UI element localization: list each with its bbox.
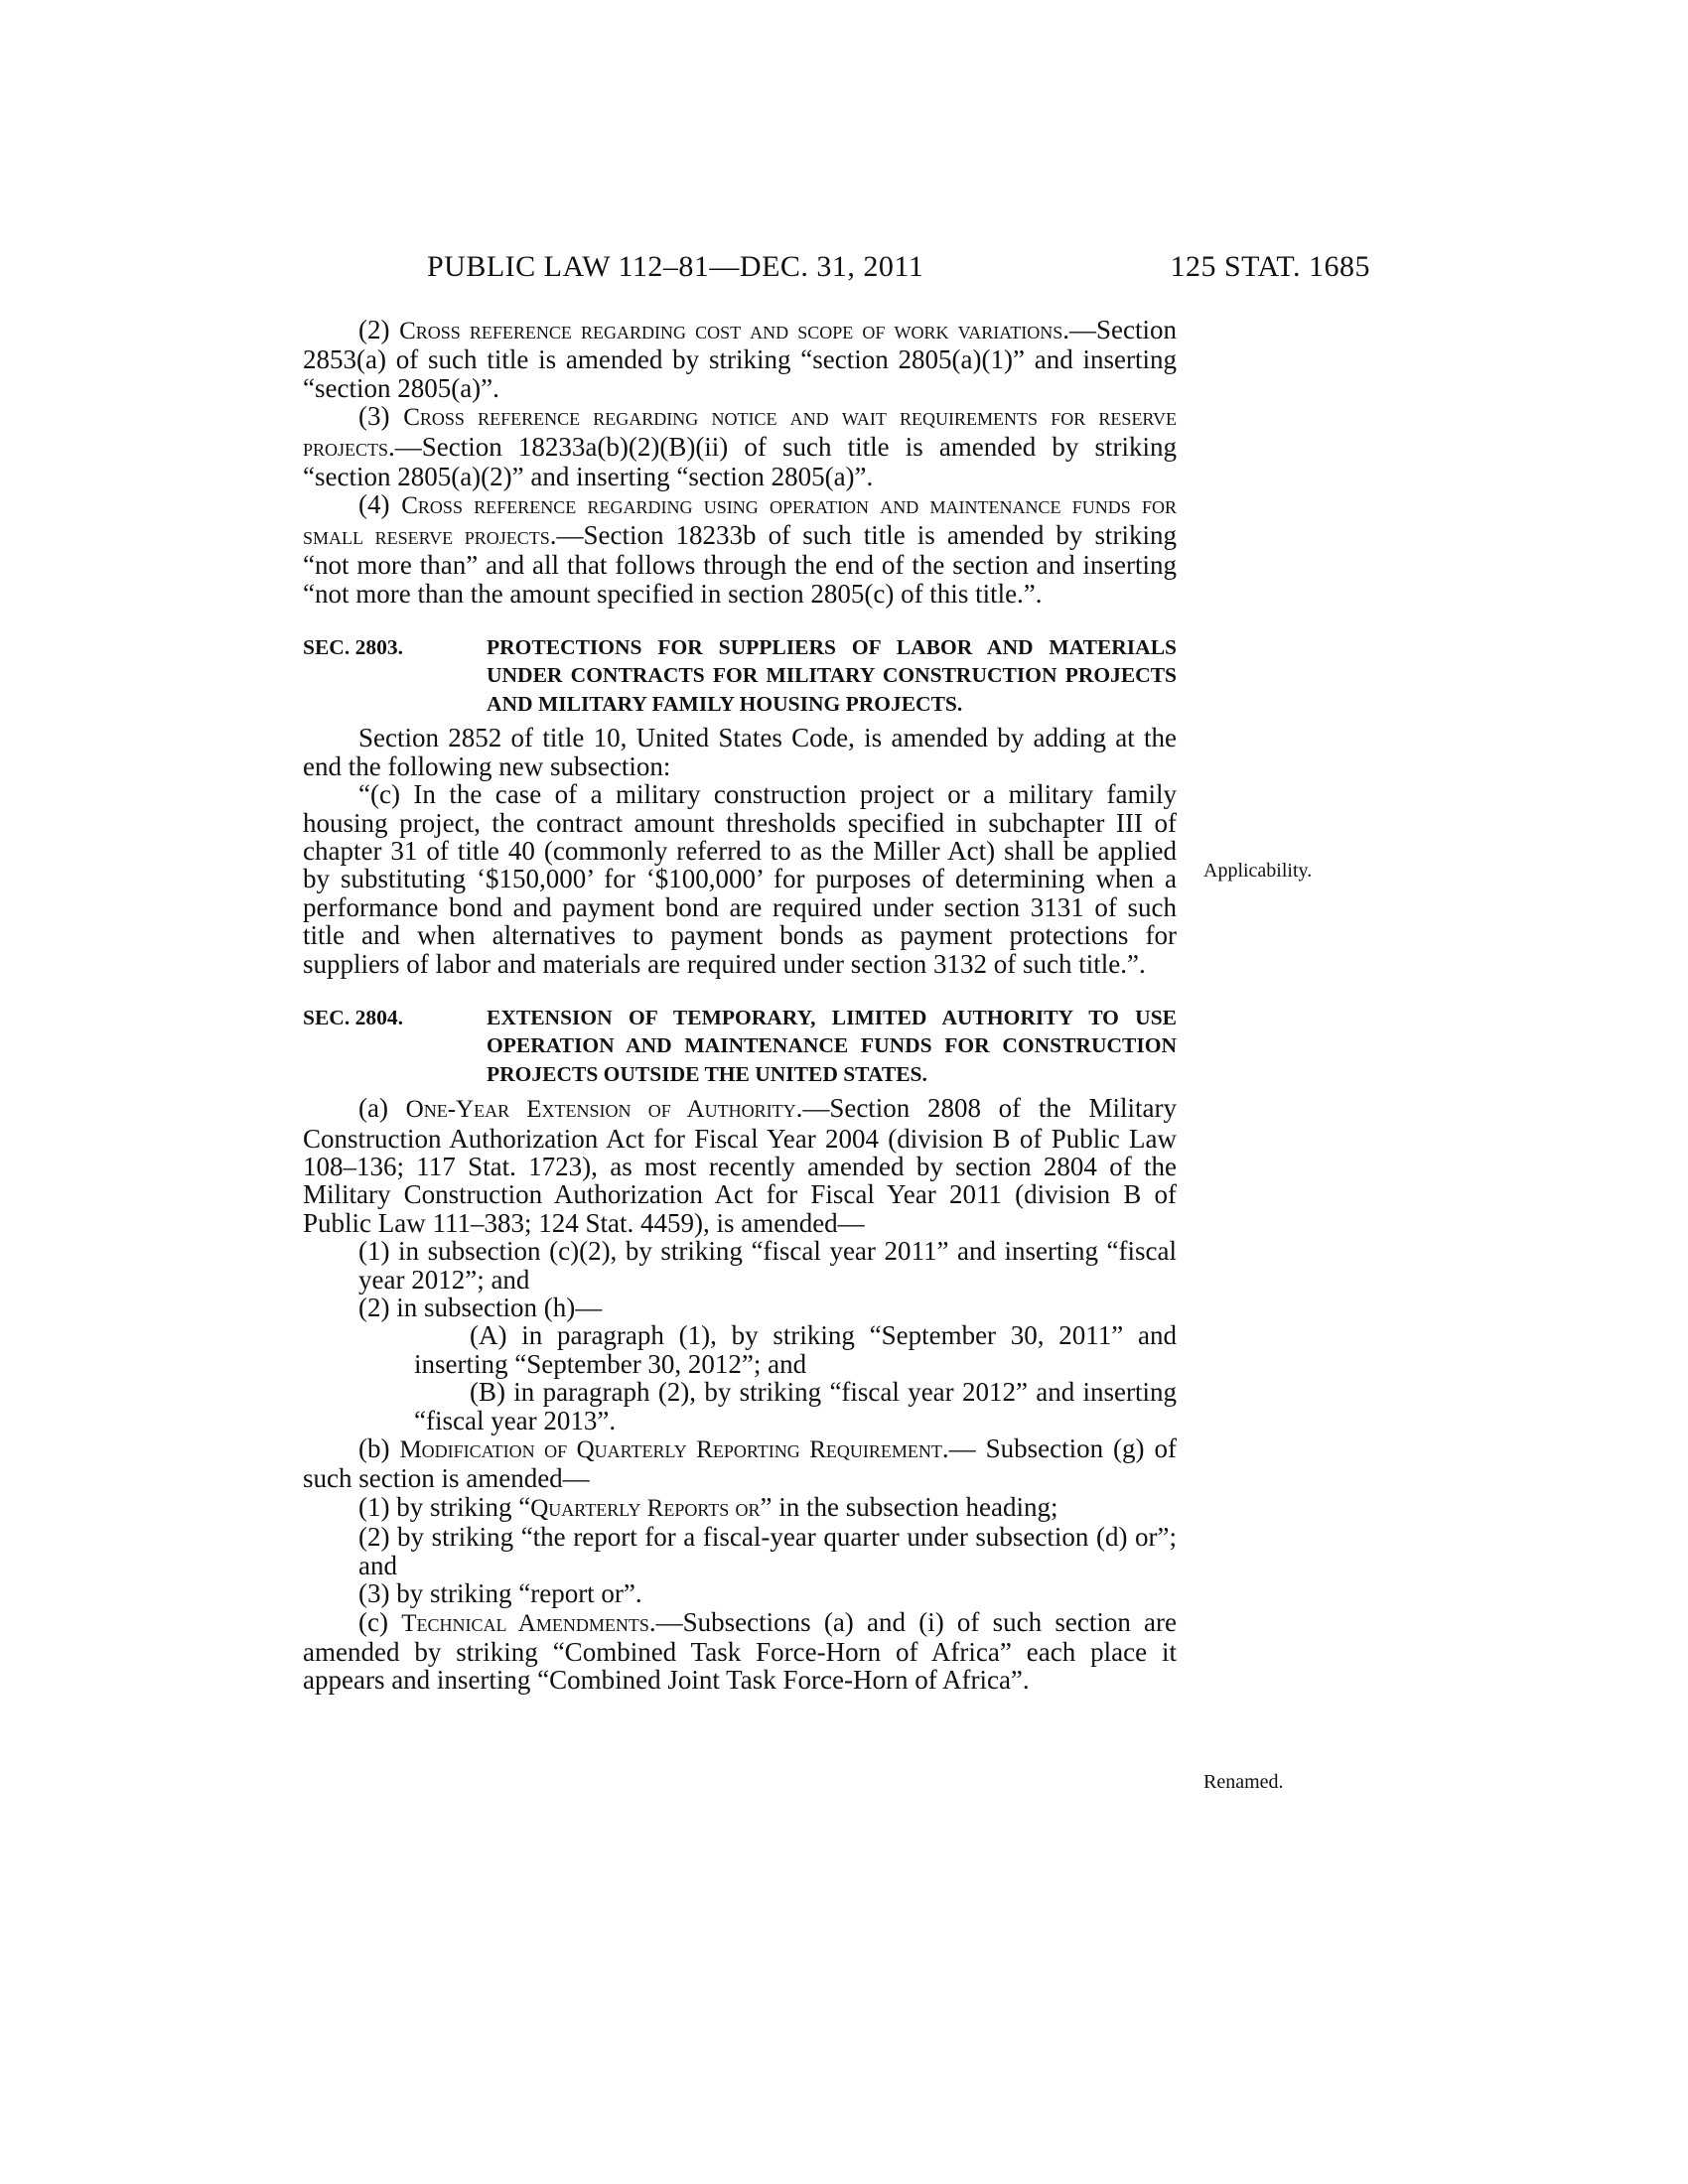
section-2804-number: SEC. 2804. (303, 1005, 403, 1029)
section-2804-b2: (2) by striking “the report for a fiscal-year quarter under subsection (d) or”; and (358, 1522, 1177, 1580)
section-2804-b1-caps: Quarterly Reports or (530, 1494, 761, 1522)
section-2804-b-text: .— Subsection (g) of such section is amended— (303, 1433, 1177, 1494)
section-2804-b3: (3) by striking “report or”. (358, 1578, 642, 1609)
section-2803-title: PROTECTIONS FOR SUPPLIERS OF LABOR AND MATERIALS UNDER CONTRACTS FOR MILITARY CONSTRUCTION PROJECTS AND MILITARY FAMILY HOUSING PROJECTS. (487, 635, 1177, 716)
section-2804-heading (303, 1004, 1177, 1088)
section-2804-c-lead: (c) (358, 1606, 402, 1637)
section-2803-number: SEC. 2803. (303, 635, 403, 660)
section-2804-b-lead: (b) (358, 1433, 400, 1464)
paragraph-4-caption: Cross reference regarding using operation and maintenance funds for small reserve projects (303, 492, 1178, 550)
section-2803-intro: Section 2852 of title 10, United States Code, is amended by adding at the end the following new subsection: (303, 723, 1177, 781)
section-2803-heading (303, 633, 1177, 718)
section-2804-c-caption: Technical Amendments (401, 1609, 649, 1637)
section-2804-a2: (2) in subsection (h)— (358, 1293, 603, 1323)
header-stat-page: 125 STAT. 1685 (1170, 250, 1370, 283)
section-2804-title: EXTENSION OF TEMPORARY, LIMITED AUTHORITY TO USE OPERATION AND MAINTENANCE FUNDS FOR CONSTRUCTION PROJECTS OUTSIDE THE UNITED STATES. (487, 1005, 1177, 1086)
section-2804-c (303, 1608, 1177, 1695)
paragraph-2-lead: (2) (358, 315, 400, 344)
section-2804-a2A: (A) in paragraph (1), by striking “September 30, 2011” and inserting “September 30, 2012”; and (414, 1320, 1177, 1379)
paragraph-4 (303, 490, 1177, 608)
document-body (303, 316, 1177, 1695)
section-2804-b-caption: Modification of Quarterly Reporting Requirement (399, 1436, 942, 1464)
paragraph-2-text: .—Section 2853(a) of such title is amended by striking “section 2805(a)(1)” and inserting “section 2805(a)”. (303, 315, 1177, 403)
section-2804-a1: (1) in subsection (c)(2), by striking “fiscal year 2011” and inserting “fiscal year 2012”; and (358, 1236, 1177, 1295)
section-2804-a (303, 1094, 1177, 1237)
page-header (298, 250, 1370, 290)
paragraph-2-caption: Cross reference regarding cost and scope of work variations (399, 318, 1063, 344)
section-2804-b1 (303, 1493, 1177, 1523)
paragraph-3-text: .—Section 18233a(b)(2)(B)(ii) of such title is amended by striking “section 2805(a)(2)” and inserting “section 2805(a)”. (303, 431, 1177, 492)
section-2804-b1-post: ” in the subsection heading; (760, 1491, 1058, 1522)
section-2804-b (303, 1434, 1177, 1493)
margin-note-renamed: Renamed. (1203, 1771, 1284, 1793)
paragraph-4-lead: (4) (358, 489, 402, 520)
paragraph-3 (303, 402, 1177, 490)
section-2804-a-lead: (a) (358, 1093, 406, 1124)
paragraph-2 (303, 316, 1177, 402)
paragraph-3-caption: Cross reference regarding notice and wait requirements for reserve projects (303, 404, 1177, 462)
section-2803-subsection-c: “(c) In the case of a military construction project or a military family housing project, the contract amount thresholds specified in subchapter III of chapter 31 of title 40 (commonly referred to as the Miller Act) shall be applied by substituting ‘$150,000’ for ‘$100,000’ for purposes of determining when a performance bond and payment bond are required under section 3131 of such title and when alternatives to payment bonds as payment protections for suppliers of labor and materials are required under section 3132 of such title.”. (303, 779, 1177, 979)
section-2804-a-caption: One-Year Extension of Authority (405, 1096, 796, 1124)
section-2804-b1-pre: (1) by striking “ (358, 1491, 531, 1522)
margin-note-applicability: Applicability. (1203, 860, 1313, 882)
section-2804-a-text: .—Section 2808 of the Military Construction Authorization Act for Fiscal Year 2004 (division B of Public Law 108–136; 117 Stat. 1723), as most recently amended by section 2804 of the Military Construction Authorization Act for Fiscal Year 2011 (division B of Public Law 111–383; 124 Stat. 4459), is amended— (303, 1093, 1177, 1238)
header-title: PUBLIC LAW 112–81—DEC. 31, 2011 (427, 250, 924, 283)
paragraph-4-text: .—Section 18233b of such title is amended by striking “not more than” and all that follows through the end of the section and inserting “not more than the amount specified in section 2805(c) of this title.”. (303, 519, 1177, 609)
section-2804-c-text: .—Subsections (a) and (i) of such section are amended by striking “Combined Task Force-Horn of Africa” each place it appears and inserting “Combined Joint Task Force-Horn of Africa”. (303, 1606, 1177, 1696)
section-2804-a2B: (B) in paragraph (2), by striking “fiscal year 2012” and inserting “fiscal year 2013”. (414, 1377, 1177, 1435)
paragraph-3-lead: (3) (358, 401, 404, 432)
